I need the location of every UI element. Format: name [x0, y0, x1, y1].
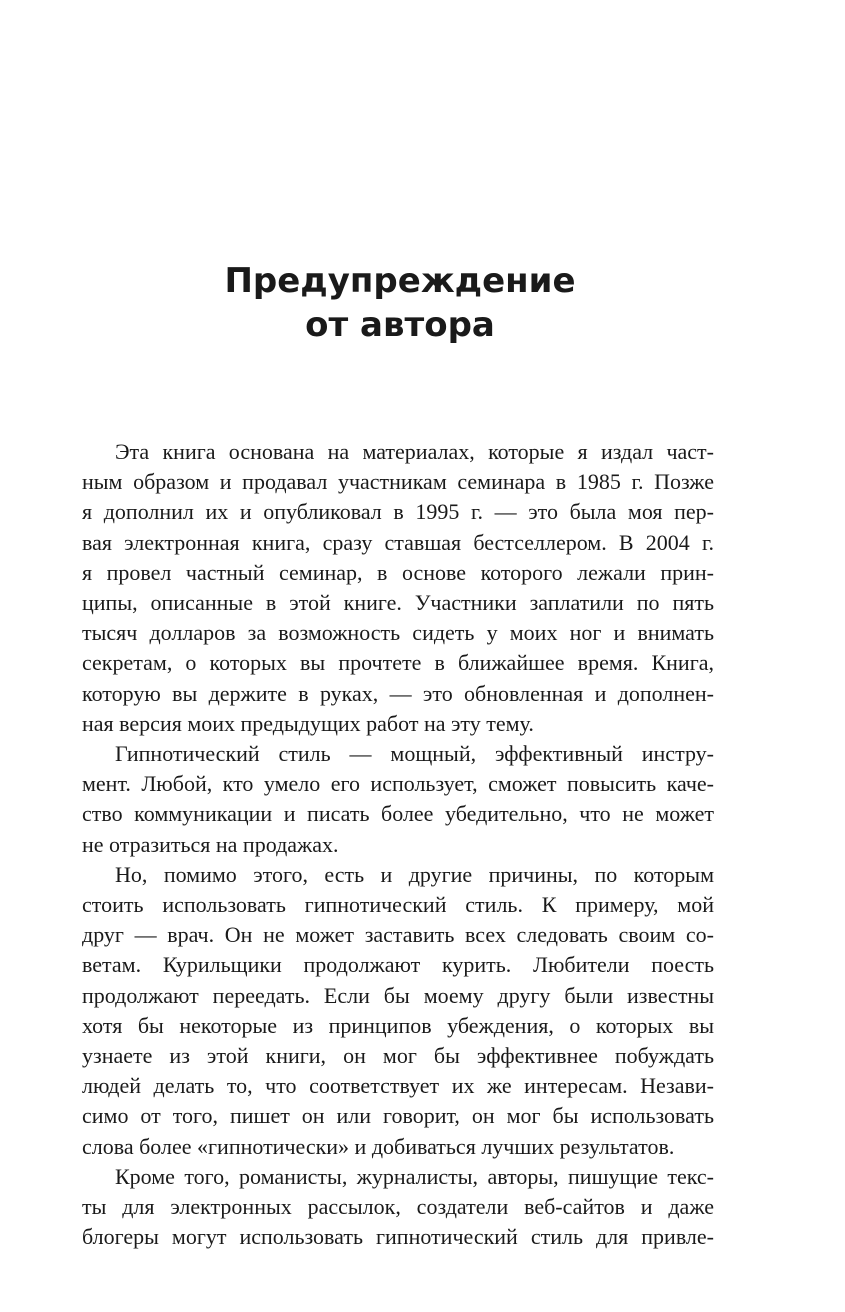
text-line: стоить использовать гипнотический стиль. К примеру, мой	[82, 892, 714, 918]
text-line: блогеры могут использовать гипнотический стиль для привле-	[82, 1224, 714, 1250]
paragraph-4	[82, 1162, 714, 1253]
text-line: узнаете из этой книги, он мог бы эффективнее побуждать	[82, 1043, 714, 1069]
text-line: слова более «гипнотически» и добиваться лучших результатов.	[82, 1133, 675, 1159]
chapter-title	[0, 259, 800, 347]
text-line: тысяч долларов за возможность сидеть у моих ног и внимать	[82, 620, 714, 646]
text-line: я дополнил их и опубликовал в 1995 г. — это была моя пер-	[82, 499, 714, 525]
text-line: вая электронная книга, сразу ставшая бестселлером. В 2004 г.	[82, 529, 714, 555]
text-line: не отразиться на продажах.	[82, 831, 339, 857]
text-line: людей делать то, что соответствует их же интересам. Незави-	[82, 1073, 714, 1099]
text-line: ветам. Курильщики продолжают курить. Любители поесть	[82, 952, 714, 978]
text-line: ципы, описанные в этой книге. Участники заплатили по пять	[82, 590, 714, 616]
text-line: ты для электронных рассылок, создатели веб-сайтов и даже	[82, 1194, 714, 1220]
paragraph-1	[82, 437, 714, 739]
text-line: Гипнотический стиль — мощный, эффективный инстру-	[115, 741, 714, 767]
text-line: Но, помимо этого, есть и другие причины, по которым	[115, 861, 714, 887]
text-line: симо от того, пишет он или говорит, он мог бы использовать	[82, 1103, 714, 1129]
chapter-title-line-1: Предупреждение	[224, 260, 576, 301]
chapter-title-line-2: от автора	[305, 304, 495, 345]
text-line: продолжают переедать. Если бы моему другу были известны	[82, 982, 714, 1008]
paragraph-2	[82, 739, 714, 860]
text-line: секретам, о которых вы прочтете в ближайшее время. Книга,	[82, 650, 714, 676]
text-line: Эта книга основана на материалах, которые я издал част-	[115, 439, 714, 464]
text-line: которую вы держите в руках, — это обновленная и дополнен-	[82, 680, 714, 706]
text-line: я провел частный семинар, в основе которого лежали прин-	[82, 559, 714, 585]
text-line: друг — врач. Он не может заставить всех следовать своим со-	[82, 922, 714, 948]
paragraph-3	[82, 860, 714, 1162]
text-line: мент. Любой, кто умело его использует, сможет повысить каче-	[82, 771, 714, 797]
text-line: хотя бы некоторые из принципов убеждения, о которых вы	[82, 1012, 714, 1038]
text-line: ная версия моих предыдущих работ на эту тему.	[82, 710, 534, 736]
text-line: Кроме того, романисты, журналисты, авторы, пишущие текс-	[115, 1163, 714, 1189]
text-line: ным образом и продавал участникам семинара в 1985 г. Позже	[82, 469, 714, 495]
body-text	[82, 437, 714, 1252]
text-line: ство коммуникации и писать более убедительно, что не может	[82, 801, 714, 827]
